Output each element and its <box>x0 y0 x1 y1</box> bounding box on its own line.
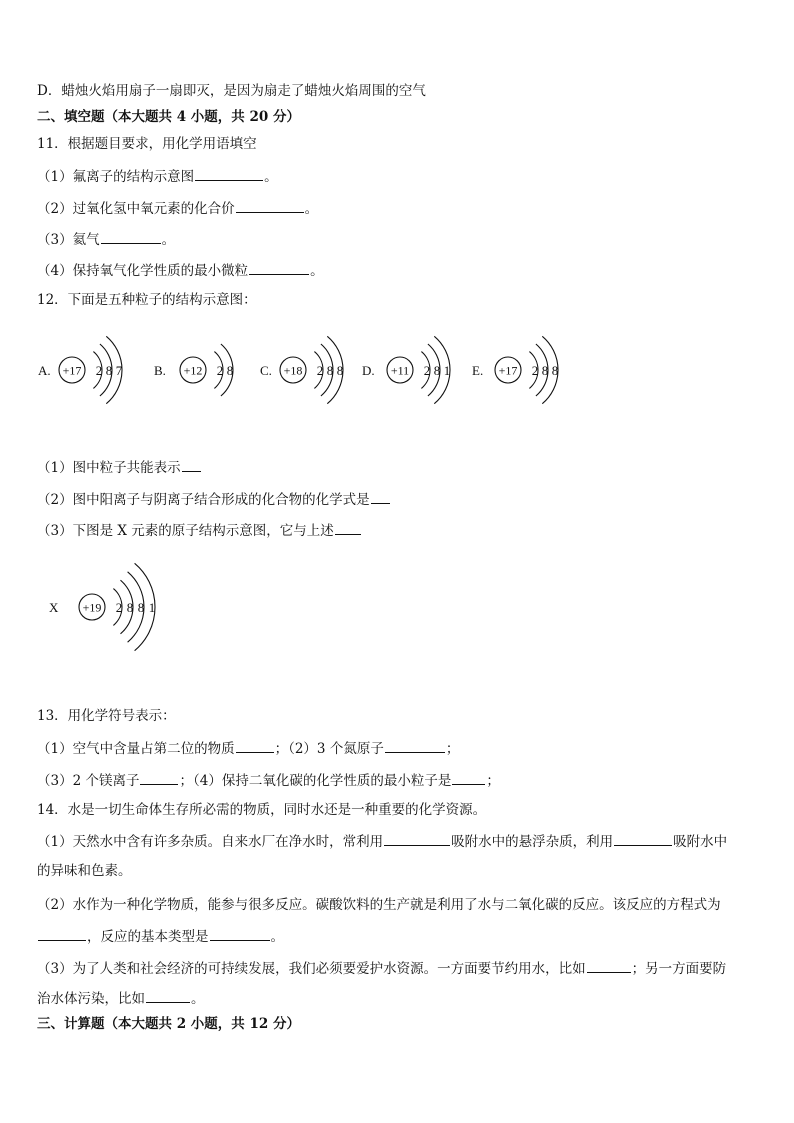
question-11-part-3: （3）氦气 。 <box>37 232 176 248</box>
nucleus-charge: +19 <box>82 600 102 615</box>
nucleus-charge: +12 <box>183 363 203 378</box>
question-12-part-1: （1）图中粒子共能表示 <box>37 458 202 477</box>
answer-blank[interactable] <box>146 989 190 1003</box>
particle-label: D. <box>362 363 375 378</box>
section-heading-fill-in: 二、填空题（本大题共 4 小题，共 20 分） <box>37 109 300 125</box>
particle-label: X <box>49 600 59 615</box>
answer-blank[interactable] <box>614 832 672 846</box>
question-14-part-1-cont: 的异味和色素。 <box>37 863 132 879</box>
question-14-part-3-cont: 治水体污染，比如 。 <box>37 991 205 1007</box>
electron-count: 8 <box>336 363 344 378</box>
electron-count: 2 <box>423 363 431 378</box>
electron-count: 2 <box>316 363 324 378</box>
option-d: D．蜡烛火焰用扇子一扇即灭，是因为扇走了蜡烛火焰周围的空气 <box>37 83 426 99</box>
particle-label: B. <box>154 363 166 378</box>
particle-label: A. <box>38 363 51 378</box>
electron-count: 2 <box>216 363 224 378</box>
question-13-line-2: （3）2 个镁离子 ；（4）保持二氧化碳的化学性质的最小粒子是 ； <box>37 773 500 789</box>
electron-count: 8 <box>326 363 334 378</box>
electron-count: 2 <box>95 363 103 378</box>
answer-blank[interactable] <box>452 771 485 785</box>
nucleus-charge: +17 <box>62 363 82 378</box>
answer-blank[interactable] <box>587 959 631 973</box>
electron-count: 2 <box>115 600 123 615</box>
question-12-part-3: （3）下图是 X 元素的原子结构示意图，它与上述 <box>37 521 362 540</box>
question-11-part-1: （1）氟离子的结构示意图 。 <box>37 169 278 185</box>
electron-count: 8 <box>551 363 559 378</box>
answer-blank[interactable] <box>140 771 178 785</box>
electron-count: 8 <box>105 363 113 378</box>
question-13-line-1: （1）空气中含量占第二位的物质 ；（2）3 个氮原子 ； <box>37 741 460 757</box>
answer-blank[interactable] <box>385 739 445 753</box>
answer-blank[interactable] <box>236 739 274 753</box>
nucleus-charge: +17 <box>498 363 518 378</box>
electron-count: 7 <box>115 363 123 378</box>
answer-blank[interactable] <box>384 832 450 846</box>
particle-label: E. <box>472 363 484 378</box>
answer-blank[interactable] <box>210 927 270 941</box>
answer-blank[interactable] <box>335 521 361 535</box>
section-heading-calculation: 三、计算题（本大题共 2 小题，共 12 分） <box>37 1016 300 1032</box>
question-14-part-3: （3）为了人类和社会经济的可持续发展，我们必须要爱护水资源。一方面要节约用水，比如 ；另一方面要防 <box>37 961 727 977</box>
question-14-part-1: （1）天然水中含有许多杂质。自来水厂在净水时，常利用 吸附水中的悬浮杂质，利用 吸附水中 <box>37 834 728 850</box>
question-12: 12．下面是五种粒子的结构示意图： <box>37 292 257 308</box>
electron-count: 1 <box>148 600 156 615</box>
nucleus-charge: +18 <box>283 363 303 378</box>
electron-count: 8 <box>433 363 441 378</box>
question-14: 14．水是一切生命体生存所必需的物质，同时水还是一种重要的化学资源。 <box>37 802 487 818</box>
answer-blank[interactable] <box>182 458 201 472</box>
question-11: 11．根据题目要求，用化学用语填空 <box>37 136 257 152</box>
electron-count: 2 <box>531 363 539 378</box>
answer-blank[interactable] <box>371 490 390 504</box>
question-14-part-2-cont: ，反应的基本类型是 。 <box>37 927 284 946</box>
question-11-part-2: （2）过氧化氢中氧元素的化合价 。 <box>37 201 319 217</box>
electron-count: 8 <box>541 363 549 378</box>
particle-label: C. <box>260 363 272 378</box>
question-12-part-2: （2）图中阳离子与阴离子结合形成的化合物的化学式是 <box>37 490 391 509</box>
question-14-part-2: （2）水作为一种化学物质，能参与很多反应。碳酸饮料的生产就是利用了水与二氧化碳的反应。该反应的方程式为 <box>37 897 721 913</box>
electron-count: 8 <box>226 363 234 378</box>
electron-count: 8 <box>137 600 145 615</box>
electron-count: 1 <box>443 363 451 378</box>
electron-count: 8 <box>126 600 134 615</box>
nucleus-charge: +11 <box>390 363 410 378</box>
answer-blank[interactable] <box>38 927 86 941</box>
question-13: 13．用化学符号表示： <box>37 708 176 724</box>
question-11-part-4: （4）保持氧气化学性质的最小微粒 。 <box>37 263 324 279</box>
